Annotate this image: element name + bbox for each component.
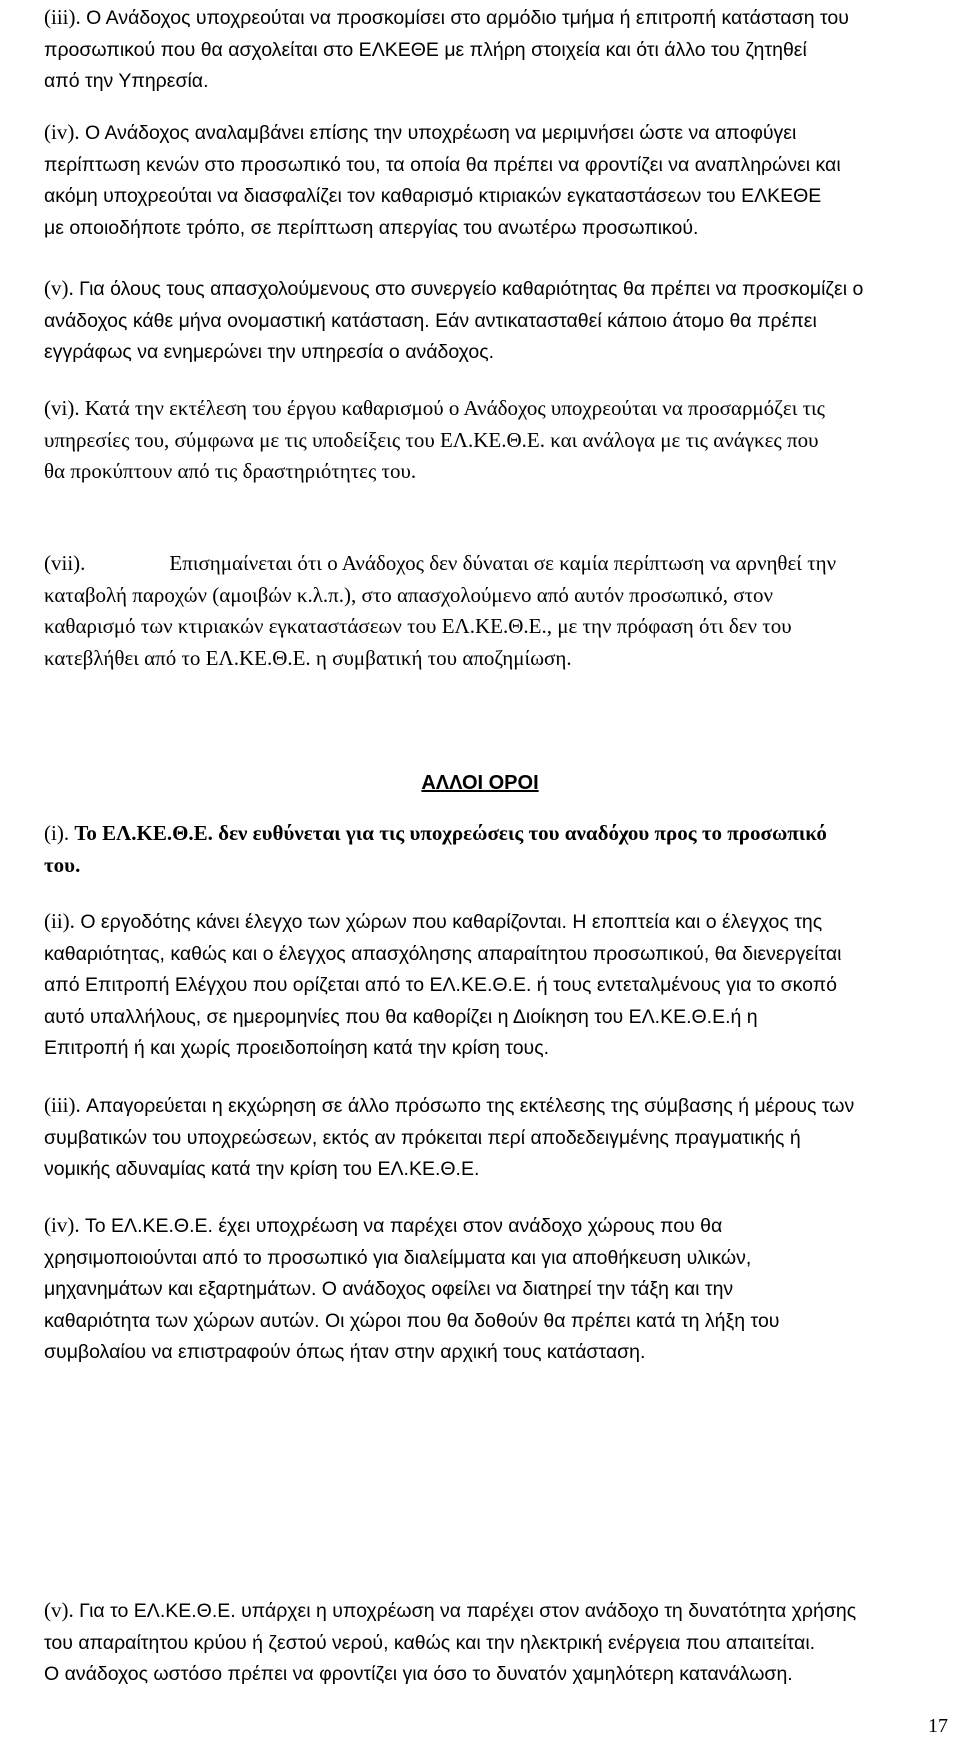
item-line: συμβολαίου να επιστραφούν όπως ήταν στην αρχική τους κατάσταση. xyxy=(44,1341,646,1363)
item-line: συμβατικών του υποχρεώσεων, εκτός αν πρόκειται περί αποδεδειγμένης πραγματικής ή xyxy=(44,1126,801,1149)
item-iv-bottom xyxy=(44,1210,924,1369)
item-line: Ο Ανάδοχος υποχρεούται να προσκομίσει στο αρμόδιο τμήμα ή επιτροπή κατάσταση του xyxy=(86,7,849,29)
item-marker: (iv). xyxy=(44,120,80,144)
item-line: περίπτωση κενών στο προσωπικό του, τα οποία θα πρέπει να φροντίζει να αναπληρώνει και xyxy=(44,153,841,176)
item-line: από την Υπηρεσία. xyxy=(44,70,209,92)
item-marker: (ii). xyxy=(44,909,75,933)
item-line: Για το ΕΛ.ΚΕ.Θ.Ε. υπάρχει η υποχρέωση να παρέχει στον ανάδοχο τη δυνατότητα χρήσης xyxy=(79,1600,857,1622)
item-line: Κατά την εκτέλεση του έργου καθαρισμού ο Ανάδοχος υποχρεούται να προσαρμόζει τις xyxy=(84,396,825,420)
item-v-top xyxy=(44,273,924,369)
item-line: του απαραίτητου κρύου ή ζεστού νερού, καθώς και την ηλεκτρική ενέργεια που απαιτείται. xyxy=(44,1631,816,1654)
item-i-bottom xyxy=(44,818,924,881)
item-line: υπηρεσίες του, σύμφωνα με τις υποδείξεις του ΕΛ.ΚΕ.Θ.Ε. και ανάλογα με τις ανάγκες που xyxy=(44,427,819,452)
item-line: Το ΕΛ.ΚΕ.Θ.Ε. έχει υποχρέωση να παρέχει στον ανάδοχο χώρους που θα xyxy=(85,1215,723,1237)
item-line: νομικής αδυναμίας κατά την κρίση του ΕΛ.ΚΕ.Θ.Ε. xyxy=(44,1158,480,1180)
item-line: Απαγορεύεται η εκχώρηση σε άλλο πρόσωπο της εκτέλεσης της σύμβασης ή μέρους των xyxy=(86,1095,855,1117)
item-line: κατεβλήθει από το ΕΛ.ΚΕ.Θ.Ε. η συμβατική του αποζημίωση. xyxy=(44,645,572,670)
item-marker: (v). xyxy=(44,1598,74,1622)
item-line: καθαρισμό των κτιριακών εγκαταστάσεων του ΕΛ.ΚΕ.Θ.Ε., με την πρόφαση ότι δεν του xyxy=(44,614,792,638)
item-marker: (vi). xyxy=(44,396,80,420)
item-v-bottom xyxy=(44,1595,924,1691)
item-iii-top xyxy=(44,2,924,98)
item-line: Ο ανάδοχος ωστόσο πρέπει να φροντίζει για όσο το δυνατόν χαμηλότερη κατανάλωση. xyxy=(44,1663,793,1685)
item-line: Ο Ανάδοχος αναλαμβάνει επίσης την υποχρέωση να μεριμνήσει ώστε να αποφύγει xyxy=(85,122,797,144)
item-vii-top xyxy=(44,548,924,674)
item-line: προσωπικού που θα ασχολείται στο ΕΛΚΕΘΕ με πλήρη στοιχεία και ότι άλλο του ζητηθεί xyxy=(44,38,807,61)
item-line: Επισημαίνεται ότι ο Ανάδοχος δεν δύναται σε καμία περίπτωση να αρνηθεί την xyxy=(169,551,837,575)
item-marker: (v). xyxy=(44,276,74,300)
item-line: Επιτροπή ή και χωρίς προειδοποίηση κατά την κρίση τους. xyxy=(44,1037,550,1059)
item-line: Το ΕΛ.ΚΕ.Θ.Ε. δεν ευθύνεται για τις υποχρεώσεις του αναδόχου προς το προσωπικό xyxy=(74,821,827,845)
item-line: από Επιτροπή Ελέγχου που ορίζεται από το ΕΛ.ΚΕ.Θ.Ε. ή τους εντεταλμένους για το σκοπό xyxy=(44,974,837,996)
item-vi-top xyxy=(44,393,924,488)
item-ii-bottom xyxy=(44,906,924,1065)
item-marker: (i). xyxy=(44,821,70,845)
item-line: ακόμη υποχρεούται να διασφαλίζει τον καθαρισμό κτιριακών εγκαταστάσεων του ΕΛΚΕΘΕ xyxy=(44,185,822,207)
item-line: χρησιμοποιούνται από το προσωπικό για διαλείμματα και για αποθήκευση υλικών, xyxy=(44,1246,752,1269)
item-line: μηχανημάτων και εξαρτημάτων. Ο ανάδοχος οφείλει να διατηρεί την τάξη και την xyxy=(44,1278,734,1300)
item-line: αυτό υπαλλήλους, σε ημερομηνίες που θα καθορίζει η Διοίκηση του ΕΛ.ΚΕ.Θ.Ε.ή η xyxy=(44,1005,758,1028)
item-marker: (iii). xyxy=(44,1093,81,1117)
page-number: 17 xyxy=(928,1715,948,1737)
item-marker: (iii). xyxy=(44,5,81,29)
item-marker: (vii). xyxy=(44,551,86,575)
item-line: Για όλους τους απασχολούμενους στο συνεργείο καθαριότητας θα πρέπει να προσκομίζει ο xyxy=(79,278,864,300)
item-iii-bottom xyxy=(44,1090,924,1186)
item-line: θα προκύπτουν από τις δραστηριότητες του. xyxy=(44,459,417,483)
item-line: με οποιοδήποτε τρόπο, σε περίπτωση απεργίας του ανωτέρω προσωπικού. xyxy=(44,216,699,239)
section-heading: ΑΛΛΟΙ ΟΡΟΙ xyxy=(421,772,539,794)
item-marker: (iv). xyxy=(44,1213,80,1237)
item-line: του. xyxy=(44,852,81,877)
item-line: εγγράφως να ενημερώνει την υπηρεσία ο ανάδοχος. xyxy=(44,341,495,363)
item-line: καταβολή παροχών (αμοιβών κ.λ.π.), στο απασχολούμενο από αυτόν προσωπικό, στον xyxy=(44,582,774,607)
item-line: καθαριότητα των χώρων αυτών. Οι χώροι που θα δοθούν θα πρέπει κατά τη λήξη του xyxy=(44,1309,780,1332)
item-line: Ο εργοδότης κάνει έλεγχο των χώρων που καθαρίζονται. Η εποπτεία και ο έλεγχος της xyxy=(80,911,823,933)
item-line: ανάδοχος κάθε μήνα ονομαστική κατάσταση. Εάν αντικατασταθεί κάποιο άτομο θα πρέπει xyxy=(44,309,817,332)
item-iv-top xyxy=(44,117,924,244)
item-line: καθαριότητας, καθώς και ο έλεγχος απασχόλησης απαραίτητου προσωπικού, θα διενεργείται xyxy=(44,942,842,965)
